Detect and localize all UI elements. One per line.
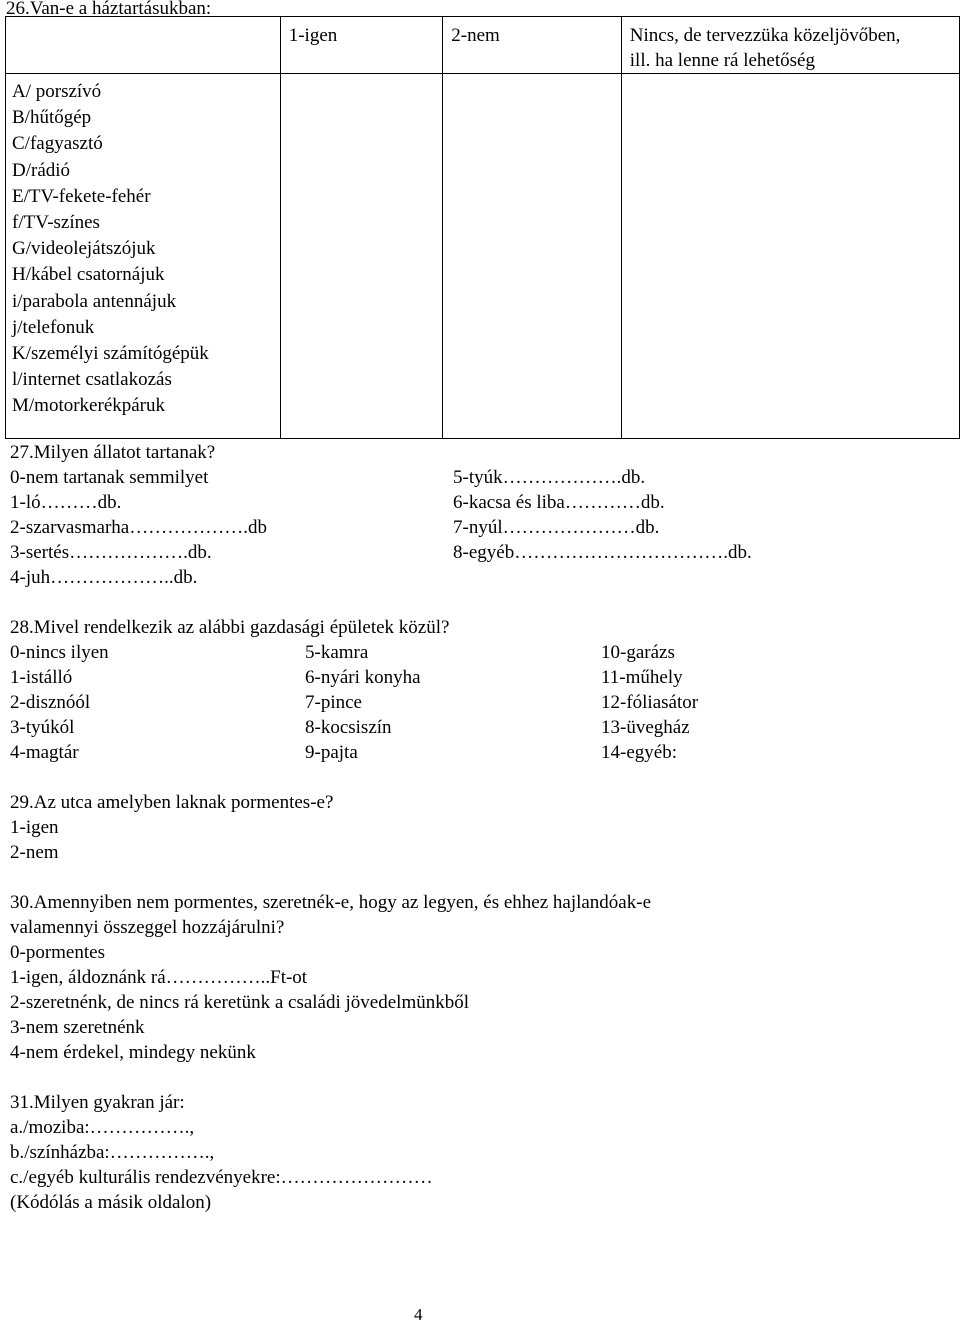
list-item: 7-pince — [305, 692, 362, 713]
list-item: 8-kocsiszín — [305, 717, 392, 738]
list-item: E/TV-fekete-fehér — [12, 185, 151, 207]
list-item: B/hűtőgép — [12, 107, 92, 129]
list-item: 4-nem érdekel, mindegy nekünk — [10, 1042, 256, 1063]
list-item: 6-nyári konyha — [305, 667, 421, 688]
list-item: f/TV-színes — [12, 212, 100, 234]
list-item: 10-garázs — [601, 642, 675, 663]
list-item: 13-üvegház — [601, 717, 690, 738]
list-item: 4-magtár — [10, 742, 79, 763]
q26-header-plan — [621, 17, 959, 74]
list-item: 1-istálló — [10, 667, 73, 688]
q26-yes-answer-cell[interactable] — [280, 74, 443, 439]
q26-header-plan-line2: ill. ha lenne rá lehetőség — [629, 50, 815, 71]
q26-header-yes: 1-igen — [280, 17, 443, 74]
q30-title-line1: 30.Amennyiben nem pormentes, szeretnék-e, hogy az legyen, és ehhez hajlandóak-e — [10, 892, 651, 913]
q26-item-list — [6, 74, 280, 420]
list-item: C/fagyasztó — [12, 133, 103, 155]
list-item: 3-sertés……………….db. — [10, 542, 212, 563]
page-number: 4 — [414, 1305, 423, 1324]
q26-table — [5, 16, 960, 439]
list-item: 2-disznóól — [10, 692, 91, 713]
list-item: i/parabola antennájuk — [12, 290, 177, 312]
list-item: 4-juh………………..db. — [10, 567, 198, 588]
q30-title-line2: valamennyi összeggel hozzájárulni? — [10, 917, 285, 938]
q26-title: 26.Van-e a háztartásukban: — [6, 0, 212, 19]
q26-header-no: 2-nem — [443, 17, 622, 74]
list-item: 5-kamra — [305, 642, 369, 663]
list-item: 0-nincs ilyen — [10, 642, 109, 663]
q26-header-plan-line1: Nincs, de tervezzüka közeljövőben, — [629, 25, 901, 46]
list-item: 3-tyúkól — [10, 717, 75, 738]
list-item: a./moziba:……………., — [10, 1117, 195, 1138]
q29-title: 29.Az utca amelyben laknak pormentes-e? — [10, 792, 334, 813]
list-item: 1-ló………db. — [10, 492, 122, 513]
q26-items-cell — [6, 74, 281, 439]
list-item: 3-nem szeretnénk — [10, 1017, 145, 1038]
list-item: 7-nyúl…………………db. — [453, 517, 660, 538]
list-item: 0-nem tartanak semmilyet — [10, 467, 209, 488]
q27-title: 27.Milyen állatot tartanak? — [10, 442, 216, 463]
list-item: D/rádió — [12, 159, 71, 181]
list-item: A/ porszívó — [12, 81, 102, 102]
list-item: 1-igen, áldoznánk rá……………..Ft-ot — [10, 967, 308, 988]
list-item: 1-igen — [10, 817, 59, 838]
list-item: j/telefonuk — [12, 316, 95, 338]
list-item: 8-egyéb…………………………….db. — [453, 542, 752, 563]
q26-header-blank — [6, 17, 281, 74]
list-item: 6-kacsa és liba…………db. — [453, 492, 665, 513]
list-item: 9-pajta — [305, 742, 358, 763]
list-item: 5-tyúk……………….db. — [453, 467, 646, 488]
list-item: 11-műhely — [601, 667, 683, 688]
list-item: b./színházba:……………., — [10, 1142, 215, 1163]
list-item: 0-pormentes — [10, 942, 105, 963]
q26-plan-answer-cell[interactable] — [621, 74, 959, 439]
list-item: 12-fóliasátor — [601, 692, 699, 713]
q26-no-answer-cell[interactable] — [443, 74, 622, 439]
list-item: K/személyi számítógépük — [12, 343, 209, 365]
list-item: M/motorkerékpáruk — [12, 395, 166, 417]
list-item: H/kábel csatornájuk — [12, 264, 165, 286]
list-item: G/videolejátszójuk — [12, 238, 156, 260]
list-item: l/internet csatlakozás — [12, 369, 172, 391]
list-item: 2-szarvasmarha……………….db — [10, 517, 267, 538]
list-item: 14-egyéb: — [601, 742, 677, 763]
q28-title: 28.Mivel rendelkezik az alábbi gazdasági épületek közül? — [10, 617, 450, 638]
list-item: 2-nem — [10, 842, 59, 863]
q31-note: (Kódólás a másik oldalon) — [10, 1192, 212, 1213]
q31-title: 31.Milyen gyakran jár: — [10, 1092, 185, 1113]
list-item: 2-szeretnénk, de nincs rá keretünk a családi jövedelmünkből — [10, 992, 469, 1013]
list-item: c./egyéb kulturális rendezvényekre:…………………… — [10, 1167, 433, 1188]
